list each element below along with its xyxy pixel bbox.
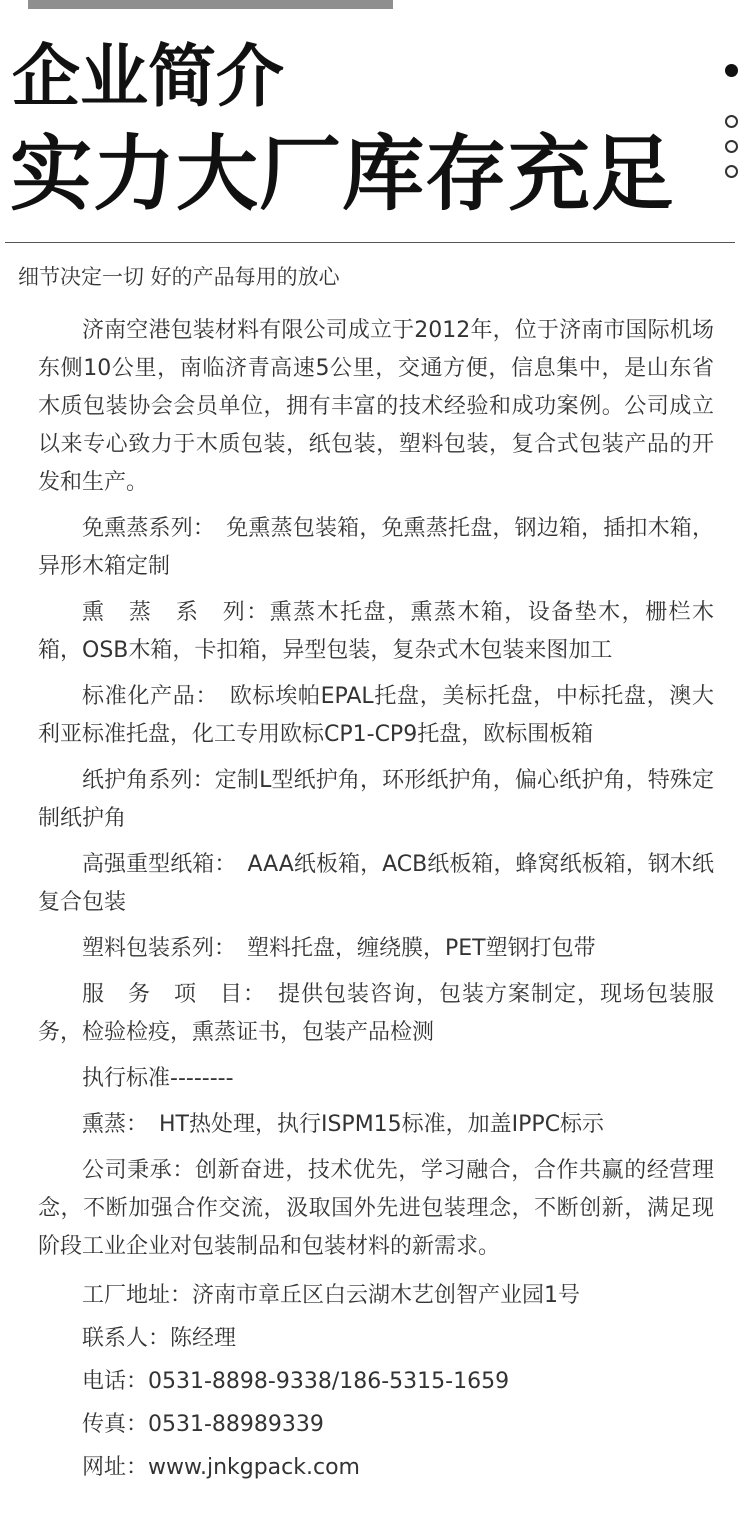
fax-number: 传真：0531-88989339 bbox=[82, 1412, 324, 1437]
section-divider bbox=[5, 242, 735, 243]
product-line-standard: 标准化产品： 欧标埃帕EPAL托盘，美标托盘，中标托盘，澳大利亚标准托盘，化工专用欧标CP1-CP9托盘，欧标围板箱 bbox=[38, 684, 714, 747]
phone-number: 电话：0531-8898-9338/186-5315-1659 bbox=[82, 1369, 510, 1394]
company-philosophy: 公司秉承：创新奋进，技术优先，学习融合，合作共赢的经营理念，不断加强合作交流，汲取国外先进包装理念，不断创新，满足现阶段工业企业对包装制品和包装材料的新需求。 bbox=[38, 1158, 714, 1259]
company-intro bbox=[38, 312, 714, 1489]
product-line-corner-protector: 纸护角系列：定制L型纸护角，环形纸护角，偏心纸护角，特殊定制纸护角 bbox=[38, 768, 714, 831]
pager-dot bbox=[725, 165, 738, 178]
pager-dot bbox=[725, 140, 738, 153]
contact-person: 联系人：陈经理 bbox=[82, 1326, 237, 1351]
intro-paragraph: 济南空港包装材料有限公司成立于2012年，位于济南市国际机场东侧10公里，南临济青高速5公里，交通方便，信息集中，是山东省木质包装协会会员单位，拥有丰富的技术经验和成功案例。公司成立以来专心致力于木质包装，纸包装，塑料包装，复合式包装产品的开发和生产。 bbox=[38, 318, 714, 495]
fumigation-standard: 熏蒸： HT热处理，执行ISPM15标准，加盖IPPC标示 bbox=[82, 1112, 605, 1137]
factory-address: 工厂地址：济南市章丘区白云湖木艺创智产业园1号 bbox=[82, 1283, 580, 1308]
pager-dot-active bbox=[725, 64, 738, 77]
page-title: 企业简介 bbox=[12, 38, 285, 117]
pager-dot bbox=[725, 115, 738, 128]
slogan: 细节决定一切 好的产品每用的放心 bbox=[18, 265, 340, 289]
website-link[interactable]: 网址：www.jnkgpack.com bbox=[82, 1455, 360, 1480]
top-decorative-bar bbox=[28, 0, 393, 9]
product-line-heavy-carton: 高强重型纸箱： AAA纸板箱，ACB纸板箱，蜂窝纸板箱，钢木纸复合包装 bbox=[38, 852, 714, 915]
service-items: 服 务 项 目： 提供包装咨询，包装方案制定，现场包装服务，检验检疫，熏蒸证书，包装产品检测 bbox=[38, 982, 714, 1045]
product-line-fumigation: 熏 蒸 系 列：熏蒸木托盘，熏蒸木箱，设备垫木，栅栏木箱，OSB木箱，卡扣箱，异型包装，复杂式木包装来图加工 bbox=[38, 600, 714, 663]
product-line-plastic: 塑料包装系列： 塑料托盘，缠绕膜，PET塑钢打包带 bbox=[82, 936, 596, 961]
product-line-fumigation-free: 免熏蒸系列： 免熏蒸包装箱，免熏蒸托盘，钢边箱，插扣木箱，异形木箱定制 bbox=[38, 516, 714, 579]
page-headline: 实力大厂库存充足 bbox=[10, 127, 675, 222]
execution-standard: 执行标准-------- bbox=[82, 1066, 234, 1091]
